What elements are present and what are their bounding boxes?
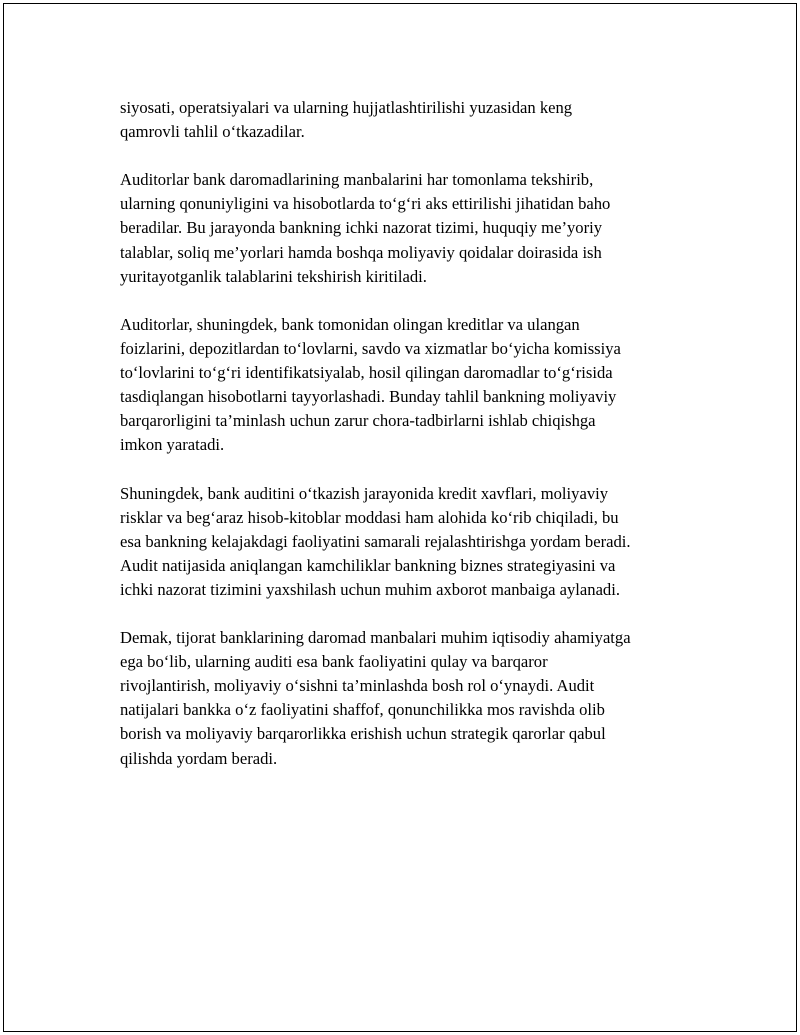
text-line: Shuningdek, bank auditini o‘tkazish jarayonida kredit xavflari, moliyaviy bbox=[120, 483, 609, 503]
text-line: natijalari bankka o‘z faoliyatini shaffof, qonunchilikka mos ravishda olib bbox=[120, 700, 605, 720]
text-line: foizlarini, depozitlardan to‘lovlarni, savdo va xizmatlar bo‘yicha komissiya bbox=[120, 338, 621, 358]
document-page bbox=[3, 3, 797, 1032]
text-line: Audit natijasida aniqlangan kamchiliklar bankning biznes strategiyasini va bbox=[120, 555, 616, 575]
text-line: ichki nazorat tizimini yaxshilash uchun muhim axborot manbaiga aylanadi. bbox=[120, 579, 620, 599]
text-line: barqarorligini ta’minlash uchun zarur chora-tadbirlarni ishlab chiqishga bbox=[120, 411, 596, 431]
text-line: rivojlantirish, moliyaviy o‘sishni ta’minlashda bosh rol o‘ynaydi. Audit bbox=[120, 676, 595, 696]
text-line: beradilar. Bu jarayonda bankning ichki nazorat tizimi, huquqiy me’yoriy bbox=[120, 218, 603, 238]
paragraph-3 bbox=[120, 313, 696, 458]
text-line: to‘lovlarini to‘g‘ri identifikatsiyalab, hosil qilingan daromadlar to‘g‘risida bbox=[120, 363, 613, 383]
text-line: Auditorlar bank daromadlarining manbalarini har tomonlama tekshirib, bbox=[120, 170, 594, 190]
document-body bbox=[120, 96, 696, 795]
text-line: Demak, tijorat banklarining daromad manbalari muhim iqtisodiy ahamiyatga bbox=[120, 628, 631, 648]
paragraph-4 bbox=[120, 482, 696, 602]
text-line: imkon yaratadi. bbox=[120, 435, 225, 455]
text-line: qamrovli tahlil o‘tkazadilar. bbox=[120, 122, 305, 142]
text-line: ega bo‘lib, ularning auditi esa bank faoliyatini qulay va barqaror bbox=[120, 652, 548, 672]
paragraph-2 bbox=[120, 168, 696, 288]
text-line: tasdiqlangan hisobotlarni tayyorlashadi. Bunday tahlil bankning moliyaviy bbox=[120, 387, 617, 407]
text-line: yuritayotganlik talablarini tekshirish kiritiladi. bbox=[120, 266, 427, 286]
text-line: siyosati, operatsiyalari va ularning hujjatlashtirilishi yuzasidan keng bbox=[120, 98, 573, 117]
paragraph-5 bbox=[120, 626, 696, 771]
text-line: ularning qonuniyligini va hisobotlarda to‘g‘ri aks ettirilishi jihatidan baho bbox=[120, 194, 611, 214]
text-line: risklar va beg‘araz hisob-kitoblar moddasi ham alohida ko‘rib chiqiladi, bu bbox=[120, 507, 619, 527]
text-line: borish va moliyaviy barqarorlikka erishish uchun strategik qarorlar qabul bbox=[120, 724, 606, 744]
paragraph-1 bbox=[120, 96, 696, 144]
text-line: qilishda yordam beradi. bbox=[120, 748, 278, 768]
text-line: esa bankning kelajakdagi faoliyatini samarali rejalashtirishga yordam beradi. bbox=[120, 531, 631, 551]
text-line: Auditorlar, shuningdek, bank tomonidan olingan kreditlar va ulangan bbox=[120, 314, 580, 334]
text-line: talablar, soliq me’yorlari hamda boshqa moliyaviy qoidalar doirasida ish bbox=[120, 242, 602, 262]
